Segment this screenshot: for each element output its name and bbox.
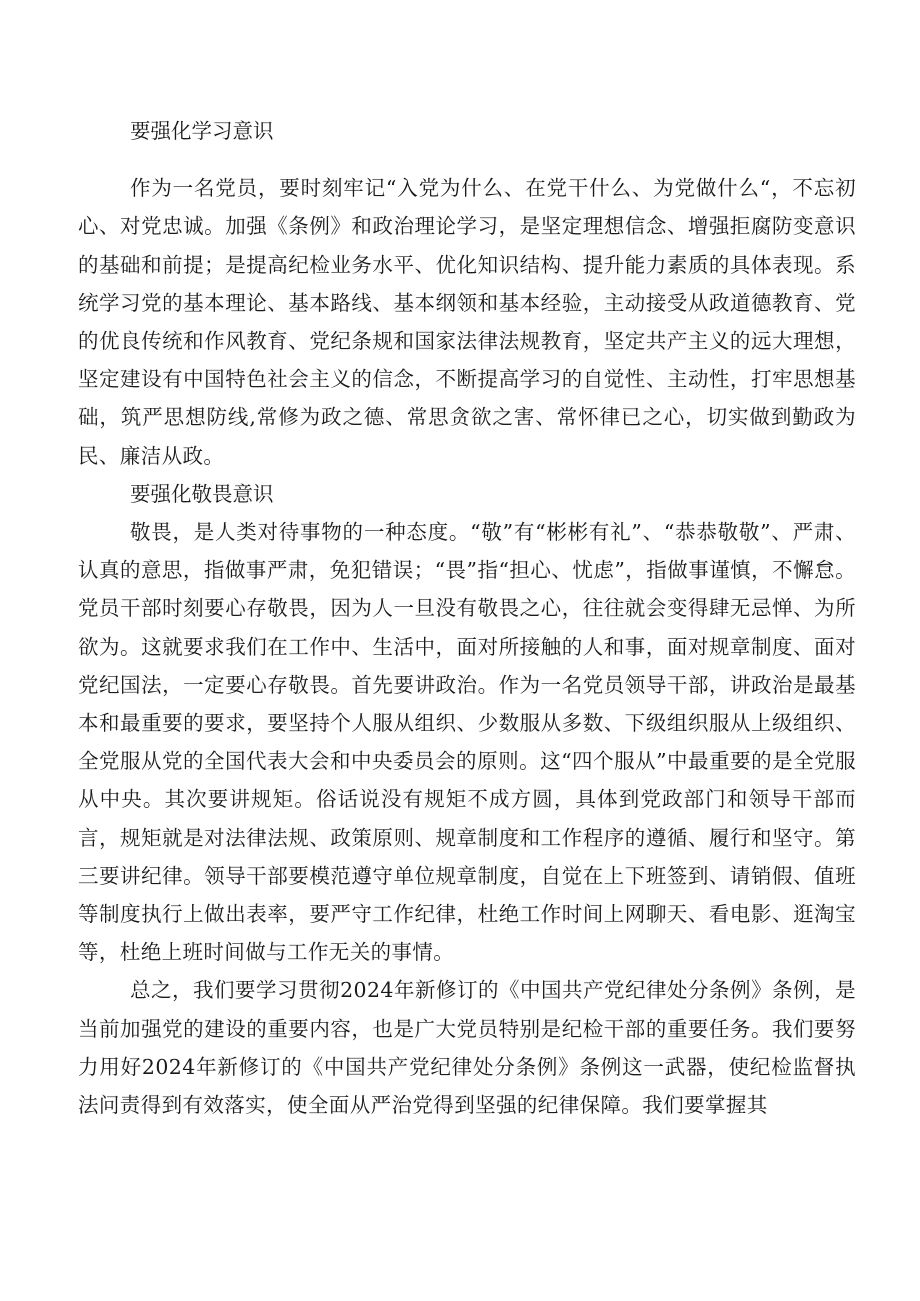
section-heading-study: 要强化学习意识 bbox=[130, 119, 274, 143]
section-body-reverence: 敬畏，是人类对待事物的一种态度。“敬”有“彬彬有礼”、“恭恭敬敬”、严肃、认真的意思，指做事严肃，免犯错误；“畏”指“担心、忧虑”，指做事谨慎，不懈怠。党员干部时刻要心存敬畏，因为人一旦没有敬畏之心，往往就会变得肆无忌惮、为所欲为。这就要求我们在工作中、生活中，面对所接触的人和事，面对规章制度、面对党纪国法，一定要心存敬畏。首先要讲政治。作为一名党员领导干部，讲政治是最基本和最重要的要求，要坚持个人服从组织、少数服从多数、下级组织服从上级组织、全党服从党的全国代表大会和中央委员会的原则。这“四个服从”中最重要的是全党服从中央。其次要讲规矩。俗话说没有规矩不成方圆，具体到党政部门和领导干部而言，规矩就是对法律法规、政策原则、规章制度和工作程序的遵循、履行和坚守。第三要讲纪律。领导干部要模范遵守单位规章制度，自觉在上下班签到、请销假、值班等制度执行上做出表率，要严守工作纪律，杜绝工作时间上网聊天、看电影、逛淘宝等，杜绝上班时间做与工作无关的事情。 bbox=[78, 520, 856, 965]
document-page bbox=[78, 112, 856, 1124]
conclusion-paragraph: 总之，我们要学习贯彻2024年新修订的《中国共产党纪律处分条例》条例，是当前加强党的建设的重要内容，也是广大党员特别是纪检干部的重要任务。我们要努力用好2024年新修订的《中国共产党纪律处分条例》条例这一武器，使纪检监督执法问责得到有效落实，使全面从严治党得到坚强的纪律保障。我们要掌握其 bbox=[78, 978, 856, 1118]
section-heading-reverence: 要强化敬畏意识 bbox=[130, 481, 274, 506]
section-body-study: 作为一名党员，要时刻牢记“入党为什么、在党干什么、为党做什么“，不忘初心、对党忠诚。加强《条例》和政治理论学习，是坚定理想信念、增强拒腐防变意识的基础和前提；是提高纪检业务水平、优化知识结构、提升能力素质的具体表现。系统学习党的基本理论、基本路线、基本纲领和基本经验，主动接受从政道德教育、党的优良传统和作风教育、党纪条规和国家法律法规教育，坚定共产主义的远大理想，坚定建设有中国特色社会主义的信念，不断提高学习的自觉性、主动性，打牢思想基础，筑严思想防线,常修为政之德、常思贪欲之害、常怀律已之心，切实做到勤政为民、廉洁从政。 bbox=[78, 176, 856, 468]
